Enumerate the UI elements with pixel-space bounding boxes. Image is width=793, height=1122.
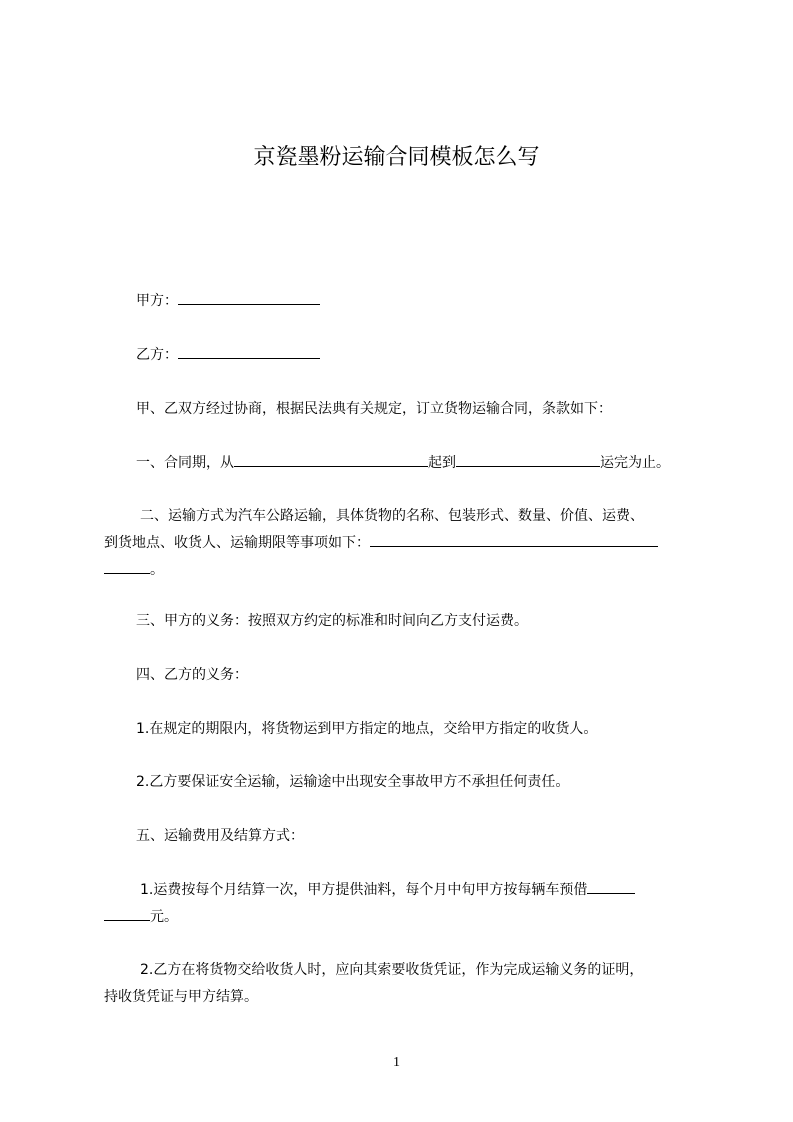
clause-2-blank-cont — [104, 558, 150, 574]
party-b-label: 乙方： — [136, 347, 178, 363]
clause-2-end: 。 — [150, 562, 164, 578]
document-title: 京瓷墨粉运输合同模板怎么写 — [253, 145, 540, 170]
clause-1-end-blank — [456, 451, 600, 467]
clause-3: 三、甲方的义务：按照双方约定的标准和时间向乙方支付运费。 — [136, 613, 528, 629]
clause-5-item-1-end: 元。 — [150, 909, 178, 925]
intro-paragraph: 甲、乙双方经过协商，根据民法典有关规定，订立货物运输合同，条款如下： — [136, 401, 612, 417]
clause-1-post: 运完为止。 — [600, 455, 670, 471]
clause-5-heading: 五、运输费用及结算方式： — [136, 828, 304, 844]
clause-5-item-1-line-1 — [104, 878, 705, 902]
clause-2-text: 到货地点、收货人、运输期限等事项如下： — [104, 535, 370, 551]
party-a-blank — [178, 289, 320, 305]
clause-5-item-2-line-2: 持收货凭证与甲方结算。 — [104, 989, 258, 1005]
clause-2-line-3 — [104, 558, 705, 582]
clause-2-line-1: 二、运输方式为汽车公路运输，具体货物的名称、包装形式、数量、价值、运费、 — [140, 508, 644, 524]
clause-2-line-2 — [104, 531, 705, 555]
clause-5-item-1-line-2 — [104, 905, 705, 929]
clause-5-item-2-line-1: 2.乙方在将货物交给收货人时，应向其索要收货凭证，作为完成运输义务的证明， — [140, 962, 644, 978]
clause-1-pre: 一、合同期，从 — [136, 455, 234, 471]
clause-4-heading: 四、乙方的义务： — [136, 667, 248, 683]
page-number: 1 — [393, 1055, 400, 1070]
clause-5-item-1-text: 1.运费按每个月结算一次，甲方提供油料，每个月中旬甲方按每辆车预借 — [140, 882, 588, 898]
clause-4-item-2: 2.乙方要保证安全运输，运输途中出现安全事故甲方不承担任何责任。 — [136, 774, 570, 790]
clause-5-item-1-blank-cont — [104, 905, 150, 921]
party-a-line — [104, 289, 705, 313]
party-b-line — [104, 343, 705, 367]
clause-2-blank — [370, 531, 658, 547]
clause-5-item-1-blank — [587, 878, 635, 894]
clause-1-start-blank — [234, 451, 428, 467]
clause-4-item-1: 1.在规定的期限内，将货物运到甲方指定的地点，交给甲方指定的收货人。 — [136, 721, 598, 737]
party-a-label: 甲方： — [136, 293, 178, 309]
clause-1 — [104, 451, 705, 475]
clause-1-mid: 起到 — [428, 455, 456, 471]
party-b-blank — [178, 343, 320, 359]
